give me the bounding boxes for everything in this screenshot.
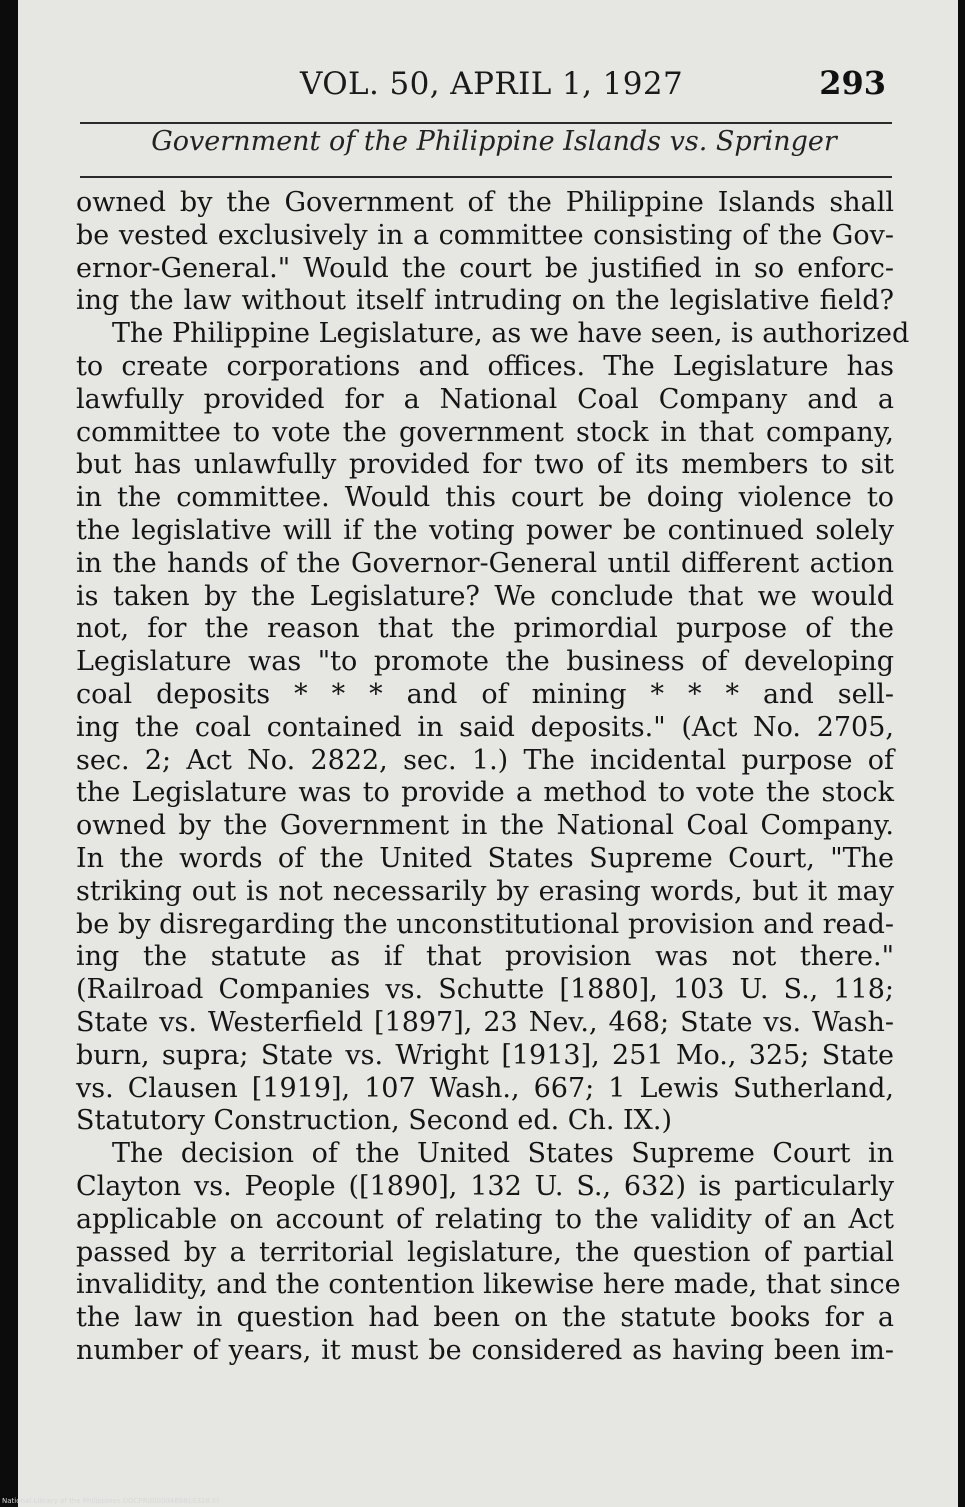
text-line: in the committee. Would this court be doing violence to — [76, 482, 894, 514]
text-line: lawfully provided for a National Coal Company and a — [76, 383, 894, 415]
text-line: owned by the Government of the Philippine Islands shall — [76, 187, 894, 218]
page-number: 293 — [819, 64, 886, 102]
text-line: passed by a territorial legislature, the question of partial — [76, 1236, 894, 1268]
text-line: ing the coal contained in said deposits." (Act No. 2705, — [76, 711, 894, 743]
text-line: vs. Clausen [1919], 107 Wash., 667; 1 Lewis Sutherland, — [76, 1072, 894, 1104]
text-line: The decision of the United States Supreme Court in — [112, 1138, 894, 1170]
volume-date: VOL. 50, APRIL 1, 1927 — [300, 66, 684, 102]
text-line: invalidity, and the contention likewise here made, that since — [76, 1269, 901, 1301]
text-line: number of years, it must be considered as having been im- — [76, 1334, 894, 1366]
text-line: committee to vote the government stock in that company, — [76, 416, 894, 448]
paragraph-1 — [76, 187, 894, 318]
paragraph-2 — [76, 318, 910, 1138]
text-line: Statutory Construction, Second ed. Ch. IX.) — [76, 1105, 673, 1137]
text-line: not, for the reason that the primordial purpose of the — [76, 613, 894, 645]
text-line: is taken by the Legislature? We conclude that we would — [76, 580, 894, 612]
text-line: in the hands of the Governor-General until different action — [76, 547, 894, 579]
header-rule-top — [80, 122, 892, 124]
running-head — [298, 64, 888, 108]
text-line: coal deposits * * * and of mining * * * and sell- — [76, 678, 894, 710]
text-line: striking out is not necessarily by erasing words, but it may — [76, 875, 894, 907]
text-line: ing the statute as if that provision was not there." — [76, 941, 894, 973]
case-title: Government of the Philippine Islands vs. Springer — [151, 126, 837, 157]
text-line: the law in question had been on the statute books for a — [76, 1302, 894, 1334]
text-line: applicable on account of relating to the validity of an Act — [76, 1203, 894, 1235]
text-line: to create corporations and offices. The Legislature has — [76, 350, 894, 382]
text-line: owned by the Government in the National Coal Company. — [76, 810, 894, 842]
text-line: ernor-General." Would the court be justified in so enforc- — [76, 252, 894, 284]
text-line: but has unlawfully provided for two of its members to sit — [76, 449, 894, 481]
text-line: sec. 2; Act No. 2822, sec. 1.) The incidental purpose of — [76, 744, 894, 776]
document-page — [18, 0, 958, 1507]
text-line: Legislature was "to promote the business of developing — [76, 646, 894, 678]
paragraph-3 — [76, 1138, 901, 1368]
text-line: State vs. Westerfield [1897], 23 Nev., 468; State vs. Wash- — [76, 1006, 894, 1038]
text-line: the legislative will if the voting power be continued solely — [76, 514, 894, 546]
text-line: In the words of the United States Supreme Court, "The — [76, 842, 894, 874]
text-line: The Philippine Legislature, as we have seen, is authorized — [112, 318, 910, 350]
text-line: burn, supra; State vs. Wright [1913], 251 Mo., 325; State — [76, 1039, 894, 1071]
text-line: be vested exclusively in a committee consisting of the Gov- — [76, 219, 894, 251]
text-line: Clayton vs. People ([1890], 132 U. S., 632) is particularly — [76, 1170, 894, 1202]
text-line: ing the law without itself intruding on the legislative field? — [76, 285, 894, 317]
scan-footer: National Library of the Philippines DOCPR00000469810328.tif — [2, 1497, 220, 1505]
text-line: the Legislature was to provide a method to vote the stock — [76, 777, 894, 809]
text-line: be by disregarding the unconstitutional provision and read- — [76, 908, 894, 940]
text-line: (Railroad Companies vs. Schutte [1880], 103 U. S., 118; — [76, 974, 894, 1006]
body-text — [76, 187, 910, 1368]
header-rule-bottom — [80, 176, 892, 178]
